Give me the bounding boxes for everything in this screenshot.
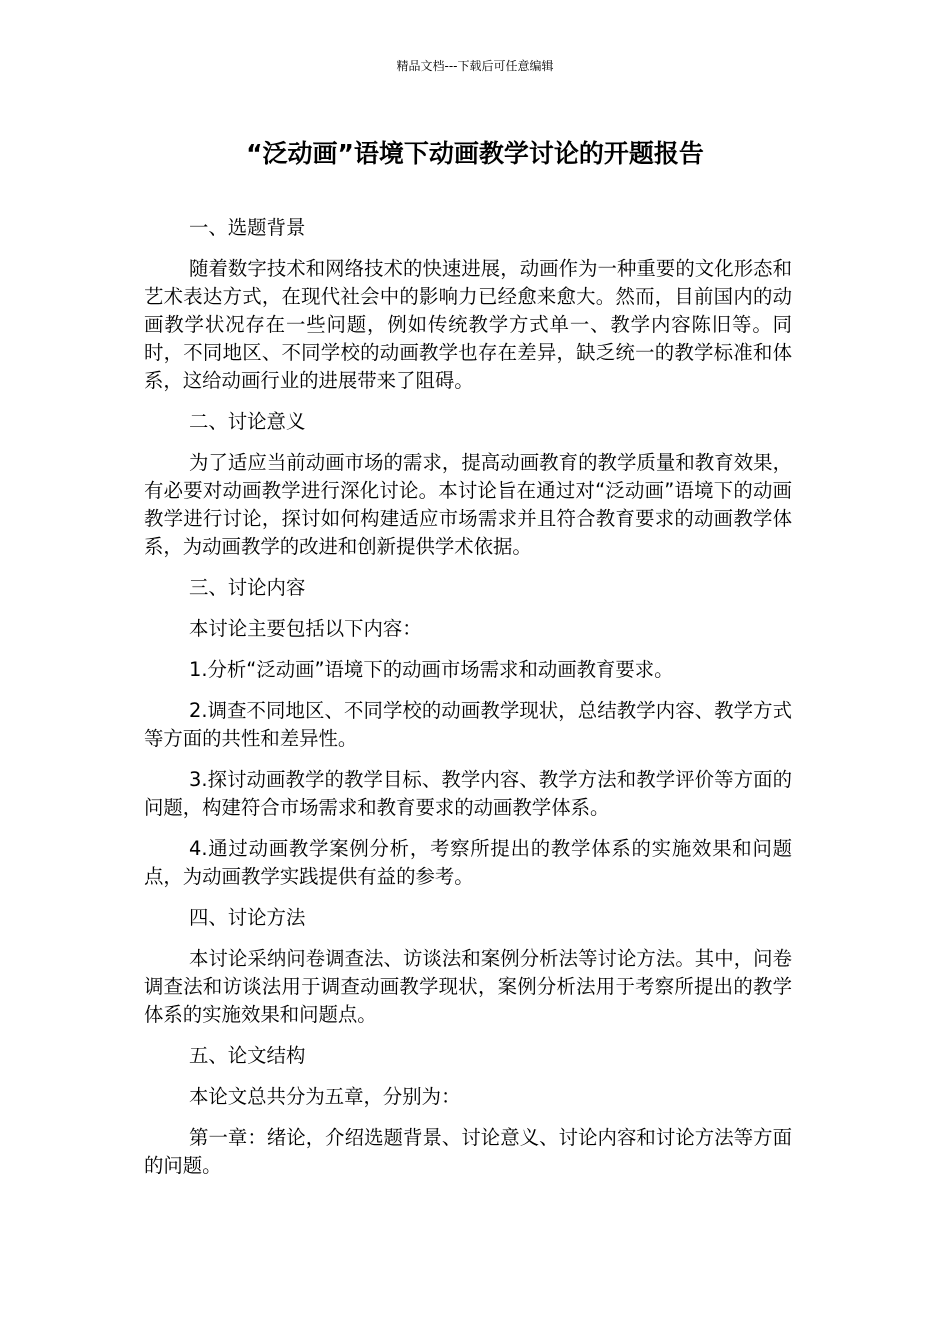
document-body bbox=[144, 214, 792, 1193]
list-item: 1.分析“泛动画”语境下的动画市场需求和动画教育要求。 bbox=[189, 658, 674, 681]
paragraph: 本讨论主要包括以下内容： bbox=[189, 617, 422, 640]
list-item: 4.通过动画教学案例分析，考察所提出的教学体系的实施效果和问题点，为动画教学实践提供有益的参考。 bbox=[144, 837, 792, 888]
paragraph: 本论文总共分为五章，分别为： bbox=[189, 1085, 461, 1108]
document-title: “泛动画”语境下动画教学讨论的开题报告 bbox=[246, 139, 704, 168]
paragraph: 本讨论采纳问卷调查法、访谈法和案例分析法等讨论方法。其中，问卷调查法和访谈法用于调查动画教学现状，案例分析法用于考察所提出的教学体系的实施效果和问题点。 bbox=[144, 947, 792, 1026]
paragraph: 为了适应当前动画市场的需求，提高动画教育的教学质量和教育效果，有必要对动画教学进行深化讨论。本讨论旨在通过对“泛动画”语境下的动画教学进行讨论，探讨如何构建适应市场需求并且符合教育要求的动画教学体系，为动画教学的改进和创新提供学术依据。 bbox=[144, 451, 792, 558]
section-heading: 一、选题背景 bbox=[189, 216, 306, 239]
section-heading: 三、讨论内容 bbox=[189, 576, 306, 599]
section-heading: 五、论文结构 bbox=[189, 1044, 306, 1067]
list-item: 3.探讨动画教学的教学目标、教学内容、教学方法和教学评价等方面的问题，构建符合市场需求和教育要求的动画教学体系。 bbox=[144, 768, 792, 819]
section-heading: 四、讨论方法 bbox=[189, 906, 306, 929]
section-heading: 二、讨论意义 bbox=[189, 410, 306, 433]
list-item: 2.调查不同地区、不同学校的动画教学现状，总结教学内容、教学方式等方面的共性和差异性。 bbox=[144, 699, 792, 750]
page-header: 精品文档---下载后可任意编辑 bbox=[396, 59, 554, 73]
paragraph: 随着数字技术和网络技术的快速进展，动画作为一种重要的文化形态和艺术表达方式，在现代社会中的影响力已经愈来愈大。然而，目前国内的动画教学状况存在一些问题，例如传统教学方式单一、教学内容陈旧等。同时，不同地区、不同学校的动画教学也存在差异，缺乏统一的教学标准和体系，这给动画行业的进展带来了阻碍。 bbox=[144, 257, 792, 392]
paragraph: 第一章：绪论，介绍选题背景、讨论意义、讨论内容和讨论方法等方面的问题。 bbox=[144, 1126, 792, 1177]
